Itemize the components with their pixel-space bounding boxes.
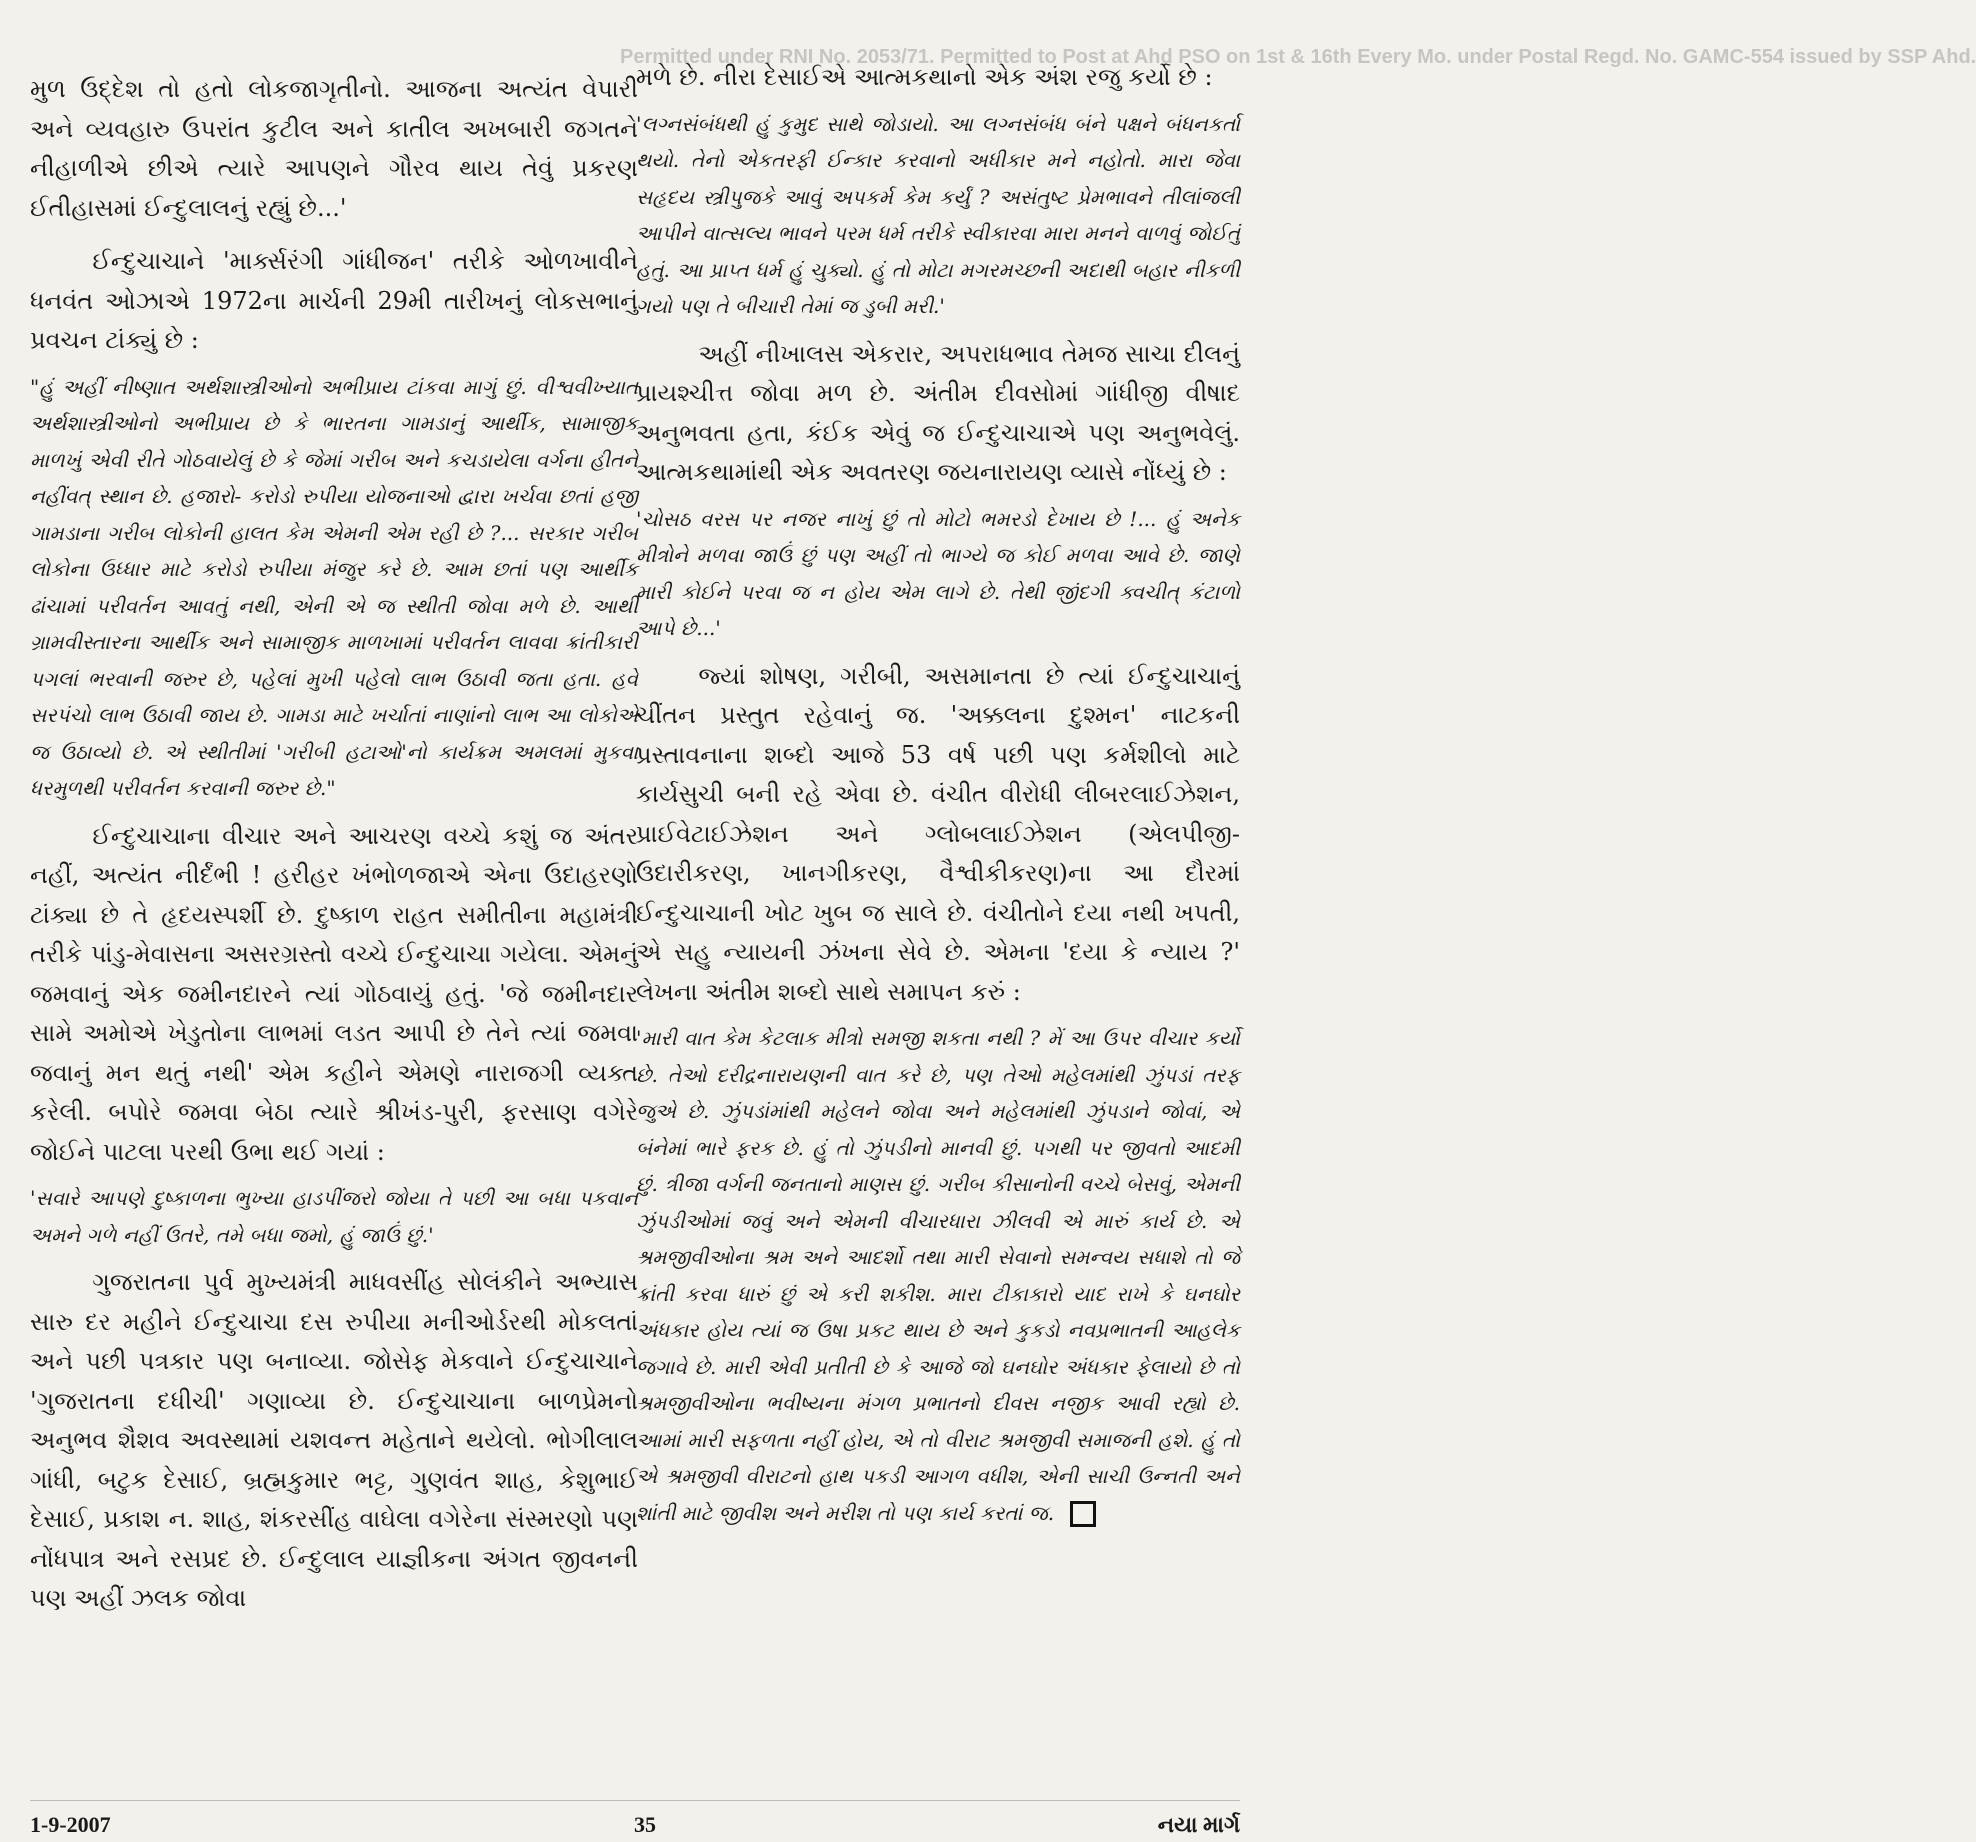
page-number: 35 [634,1812,656,1837]
paragraph: ગુજરાતના પુર્વ મુખ્યમંત્રી માધવસીંહ સોલંકીને અભ્યાસ સારુ દર મહીને ઈન્દુચાચા દસ રુપીયા મનીઓર્ડરથી મોકલતાં અને પછી પત્રકાર પણ બનાવ્યા. જોસેફ મેકવાને ઈન્દુચાચાને 'ગુજરાતના દધીચી' ગણાવ્યા છે. ઈન્દુચાચાના બાળપ્રેમનો અનુભવ શૈશવ અવસ્થામાં યશવન્ત મહેતાને થયેલો. ભોગીલાલ ગાંધી, બટુક દેસાઈ, બ્રહ્મકુમાર ભટ્ટ, ગુણવંત શાહ, કેશુભાઈ દેસાઈ, પ્રકાશ ન. શાહ, શંકરસીંહ વાઘેલા વગેરેના સંસ્મરણો પણ નોંધપાત્ર અને રસપ્રદ છે. ઈન્દુલાલ યાજ્ઞીકના અંગત જીવનની પણ અહીં ઝલક જોવા [30,1268,638,1612]
block-quote [636,1020,1240,1531]
paragraph: મુળ ઉદ્દેશ તો હતો લોકજાગૃતીનો. આજના અત્યંત વેપારી અને વ્યવહારુ ઉપરાંત કુટીલ અને કાતીલ અખબારી જગતને નીહાળીએ છીએ ત્યારે આપણને ગૌરવ થાય તેવું પ્રકરણ ઈતીહાસમાં ઈન્દુલાલનું રહ્યું છે...' [30,75,638,222]
paragraph: જ્યાં શોષણ, ગરીબી, અસમાનતા છે ત્યાં ઈન્દુચાચાનું ચીંતન પ્રસ્તુત રહેવાનું જ. 'અક્કલના દુશ્મન' નાટકની પ્રસ્તાવનાના શબ્દો આજે 53 વર્ષ પછી પણ કર્મશીલો માટે કાર્યસુચી બની રહે એવા છે. વંચીત વીરોધી લીબરલાઈઝેશન, પ્રાઈવેટાઈઝેશન અને ગ્લોબલાઈઝેશન (એલપીજી- ઉદારીકરણ, ખાનગીકરણ, વૈશ્વીકીકરણ)ના આ દૌરમાં ઈન્દુચાચાની ખોટ ખુબ જ સાલે છે. વંચીતોને દયા નથી ખપતી, એ સહુ ન્યાયની ઝંખના સેવે છે. એમના 'દયા કે ન્યાય ?' લેખના અંતીમ શબ્દો સાથે સમાપન કરું : [636,661,1240,1006]
magazine-name: નયા માર્ગ [1157,1812,1240,1837]
bleed-through-text: Permitted under RNI No. 2053/71. Permitted to Post at Ahd PSO on 1st & 16th Every Mo. under Postal Regd. No. GAMC-554 issued by SSP Ahd. [620,46,1976,68]
issue-date: 1-9-2007 [30,1812,111,1837]
block-quote: 'સવારે આપણે દુષ્કાળના ભુખ્યા હાડપીંજરો જોયા તે પછી આ બધા પકવાન અમને ગળે નહીં ઉતરે, તમે બધા જમો, હું જાઉં છું.' [30,1186,638,1247]
left-column [30,70,638,1619]
paragraph: અહીં નીખાલસ એકરાર, અપરાધભાવ તેમજ સાચા દીલનું પ્રાયશ્ચીત્ત જોવા મળ છે. અંતીમ દીવસોમાં ગાંધીજી વીષાદ અનુભવતા હતા, કંઈક એવું જ ઈન્દુચાચાએ પણ અનુભવેલું. આત્મકથામાંથી એક અવતરણ જયનારાયણ વ્યાસે નોંધ્યું છે : [636,339,1240,486]
closing-quote-text: 'મારી વાત કેમ કેટલાક મીત્રો સમજી શકતા નથી ? મેં આ ઉપર વીચાર કર્યો છે. તેઓ દરીદ્રનારાયણની વાત કરે છે, પણ તેઓ મહેલમાંથી ઝુંપડાં તરફ જુએ છે. ઝુંપડાંમાંથી મહેલને જોવા અને મહેલમાંથી ઝુંપડાને જોવાં, એ બંનેમાં ભારે ફરક છે. હું તો ઝુંપડીનો માનવી છું. પગથી પર જીવતો આદમી છું. ત્રીજા વર્ગની જનતાનો માણસ છું. ગરીબ કીસાનોની વચ્ચે બેસવું, એમની ઝુંપડીઓમાં જવું અને એમની વીચારધારા ઝીલવી એ મારું કાર્ય છે. એ શ્રમજીવીઓના શ્રમ અને આદર્શો તથા મારી સેવાનો સમન્વય સધાશે તો જે ક્રાંતી કરવા ધારું છું એ કરી શકીશ. મારા ટીકાકારો યાદ રાખે કે ઘનઘોર અંધકાર હોય ત્યાં જ ઉષા પ્રકટ થાય છે અને કુકડો નવપ્રભાતની આહલેક જગાવે છે. મારી એવી પ્રતીતી છે કે આજે જો ઘનઘોર અંધકાર ફેલાયો છે તો શ્રમજીવીઓના ભવીષ્યના મંગળ પ્રભાતનો દીવસ નજીક આવી રહ્યો છે. આમાં મારી સફળતા નહીં હોય, એ તો વીરાટ શ્રમજીવી સમાજની હશે. હું તો એ શ્રમજીવી વીરાટનો હાથ પકડી આગળ વધીશ, એની સાચી ઉન્નતી અને શાંતી માટે જીવીશ અને મરીશ તો પણ કાર્ય કરતાં જ. [636,1026,1240,1525]
right-column [636,58,1240,1541]
paragraph: ઈન્દુચાચાના વીચાર અને આચરણ વચ્ચે કશું જ અંતર નહીં, અત્યંત નીર્દંભી ! હરીહર ખંભોળજાએ એના ઉદાહરણો ટાંક્યા છે તે હૃદયસ્પર્શી છે. દુષ્કાળ રાહત સમીતીના મહામંત્રી તરીકે પાંડુ-મેવાસના અસરગ્રસ્તો વચ્ચે ઈન્દુચાચા ગયેલા. એમનું જમવાનું એક જમીનદારને ત્યાં ગોઠવાયું હતું. 'જે જમીનદાર સામે અમોએ ખેડુતોના લાભમાં લડત આપી છે તેને ત્યાં જમવા જવાનું મન થતું નથી' એમ કહીને એમણે નારાજગી વ્યક્ત કરેલી. બપોરે જમવા બેઠા ત્યારે શ્રીખંડ-પુરી, ફરસાણ વગેરે જોઈને પાટલા પરથી ઉભા થઈ ગયાં : [30,821,638,1166]
block-quote: 'ચોસઠ વરસ પર નજર નાખું છું તો મોટો ભમરડો દેખાય છે !... હું અનેક મીત્રોને મળવા જાઉં છું પણ અહીં તો ભાગ્યે જ કોઈ મળવા આવે છે. જાણે મારી કોઈને પરવા જ ન હોય એમ લાગે છે. તેથી જીંદગી ક્વચીત્ કંટાળો આપે છે...' [636,506,1240,640]
end-of-article-square-icon [1070,1501,1096,1527]
block-quote: 'લગ્નસંબંધથી હું કુમુદ સાથે જોડાયો. આ લગ્નસંબંધ બંને પક્ષને બંધનકર્તા થયો. તેનો એકતરફી ઈન્કાર કરવાનો અધીકાર મને નહોતો. મારા જેવા સહૃદય સ્ત્રીપુજકે આવું અપકર્મ કેમ કર્યું ? અસંતુષ્ટ પ્રેમભાવને તીલાંજલી આપીને વાત્સલ્ય ભાવને પરમ ધર્મ તરીકે સ્વીકારવા મારા મનને વાળવું જોઈતું હતું. આ પ્રાપ્ત ધર્મ હું ચુક્યો. હું તો મોટા મગરમચ્છની અદાથી બહાર નીકળી ગયો પણ તે બીચારી તેમાં જ ડુબી મરી.' [636,111,1240,318]
paragraph: મળે છે. નીરા દેસાઈએ આત્મકથાનો એક અંશ રજુ કર્યો છે : [636,63,1213,91]
block-quote: "હું અહીં નીષ્ણાત અર્થશાસ્ત્રીઓનો અભીપ્રાય ટાંકવા માગું છું. વીશ્વવીખ્યાત અર્થશાસ્ત્રીઓનો અભીપ્રાય છે કે ભારતના ગામડાનું આર્થીક, સામાજીક માળખું એવી રીતે ગોઠવાયેલું છે કે જેમાં ગરીબ અને કચડાયેલા વર્ગના હીતને નહીંવત્ સ્થાન છે. હજારો- કરોડો રુપીયા યોજનાઓ દ્વારા ખર્ચવા છતાં હજી ગામડાના ગરીબ લોકોની હાલત કેમ એમની એમ રહી છે ?... સરકાર ગરીબ લોકોના ઉધ્ધાર માટે કરોડો રુપીયા મંજુર કરે છે. આમ છતાં પણ આર્થીક ઢાંચામાં પરીવર્તન આવતું નથી, એની એ જ સ્થીતી જોવા મળે છે. આથી ગ્રામવીસ્તારના આર્થીક અને સામાજીક માળખામાં પરીવર્તન લાવવા ક્રાંતીકારી પગલાં ભરવાની જરુર છે, પહેલાં મુખી પહેલો લાભ ઉઠાવી જતા હતા. હવે સરપંચો લાભ ઉઠાવી જાય છે. ગામડા માટે ખર્ચાતાં નાણાંનો લાભ આ લોકોએ જ ઉઠાવ્યો છે. એ સ્થીતીમાં 'ગરીબી હટાઓ'નો કાર્યક્રમ અમલમાં મુકવા ધરમુળથી પરીવર્તન કરવાની જરુર છે." [30,374,638,800]
paragraph: ઈન્દુચાચાને 'માર્ક્સરંગી ગાંધીજન' તરીકે ઓળખાવીને ધનવંત ઓઝાએ 1972ના માર્ચની 29મી તારીખનું લોકસભાનું પ્રવચન ટાંક્યું છે : [30,247,638,354]
footer-divider [30,1800,1240,1801]
page-footer [30,1812,1240,1836]
